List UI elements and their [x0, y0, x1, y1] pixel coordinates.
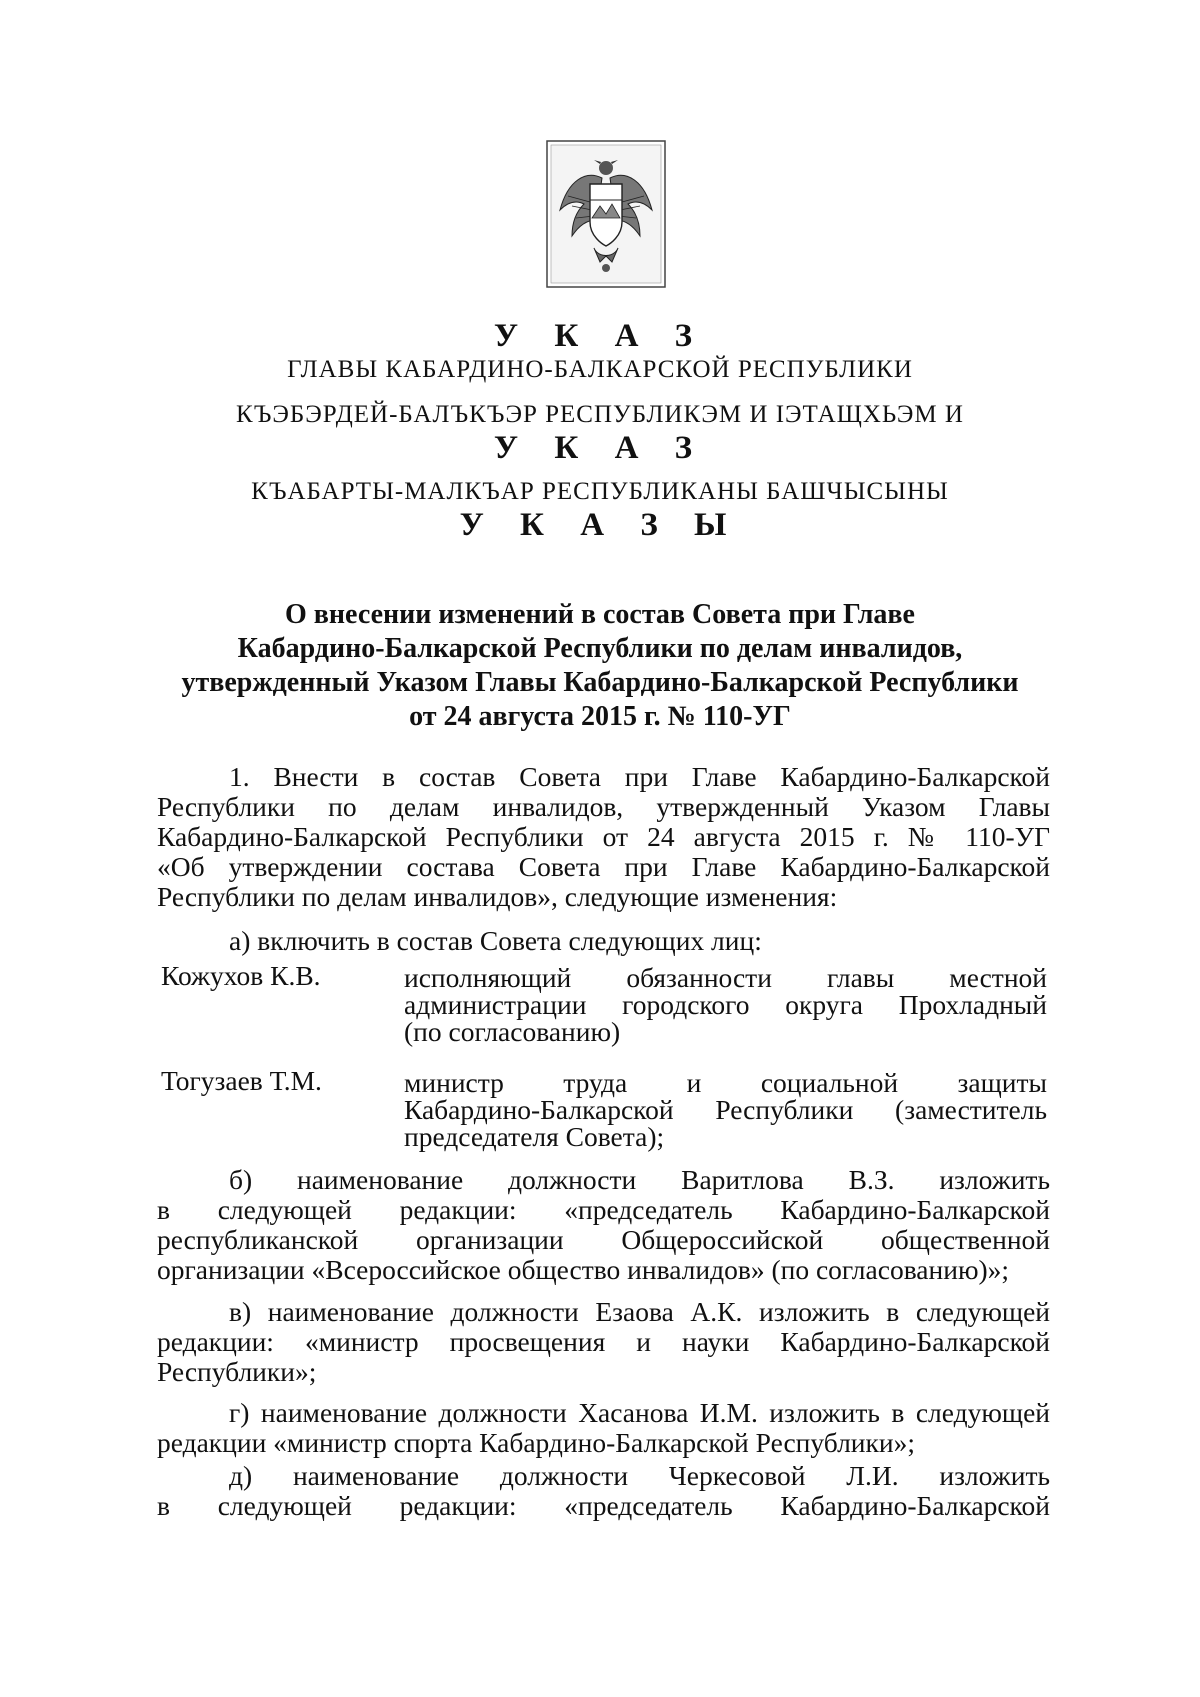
text-line: Кабардино-Балкарской Республики от 24 августа 2015 г. № 110-УГ: [157, 821, 1050, 852]
text-line: редакции «министр спорта Кабардино-Балкарской Республики»;: [157, 1427, 915, 1458]
decree-heading-balkarian: У К А З Ы: [459, 507, 741, 543]
paragraph-a: [157, 926, 1050, 956]
paragraph-d: [157, 1461, 1050, 1521]
person-role: [404, 964, 1047, 1045]
text-line: б) наименование должности Варитлова В.З. изложить: [229, 1164, 1050, 1195]
text-line: «Об утверждении состава Совета при Главе Кабардино-Балкарской: [157, 851, 1050, 882]
issuer-line-kabardian: КЪЭБЭРДЕЙ-БАЛЪКЪЭР РЕСПУБЛИКЭМ И IЭТАЩХЬЭМ И: [236, 401, 964, 428]
text-line: Кабардино-Балкарской Республики (заместитель: [404, 1094, 1047, 1125]
paragraph-b: [157, 1165, 1050, 1285]
text-line: а) включить в состав Совета следующих лиц:: [229, 925, 762, 956]
text-line: Республики»;: [157, 1356, 317, 1387]
text-line: администрации городского округа Прохладный: [404, 989, 1047, 1020]
person-name: Тогузаев Т.М.: [161, 1065, 322, 1096]
paragraph-v: [157, 1297, 1050, 1387]
decree-heading: У К А З: [493, 318, 707, 354]
person-role: [404, 1069, 1047, 1150]
text-line: 1. Внести в состав Совета при Главе Кабардино-Балкарской: [229, 761, 1050, 792]
text-line: в следующей редакции: «председатель Кабардино-Балкарской: [157, 1490, 1050, 1521]
title-line: от 24 августа 2015 г. № 110-УГ: [409, 701, 791, 732]
text-line: министр труда и социальной защиты: [404, 1067, 1047, 1098]
text-line: Республики по делам инвалидов, утвержденный Указом Главы: [157, 791, 1050, 822]
decree-heading-kabardian: У К А З: [493, 430, 707, 466]
text-line: (по согласованию): [404, 1016, 621, 1047]
title-line: О внесении изменений в состав Совета при Главе: [285, 599, 915, 630]
text-line: председателя Совета);: [404, 1121, 665, 1152]
issuer-line-russian: ГЛАВЫ КАБАРДИНО-БАЛКАРСКОЙ РЕСПУБЛИКИ: [287, 356, 913, 383]
text-line: исполняющий обязанности главы местной: [404, 962, 1047, 993]
title-line: Кабардино-Балкарской Республики по делам инвалидов,: [237, 633, 963, 664]
text-line: Республики по делам инвалидов», следующие изменения:: [157, 881, 838, 912]
text-line: г) наименование должности Хасанова И.М. изложить в следующей: [229, 1397, 1050, 1428]
title-line: утвержденный Указом Главы Кабардино-Балкарской Республики: [181, 667, 1019, 698]
paragraph-1: [157, 762, 1050, 912]
text-line: в) наименование должности Езаова А.К. изложить в следующей: [229, 1296, 1050, 1327]
person-name: Кожухов К.В.: [161, 960, 321, 991]
text-line: в следующей редакции: «председатель Кабардино-Балкарской: [157, 1194, 1050, 1225]
text-line: редакции: «министр просвещения и науки Кабардино-Балкарской: [157, 1326, 1050, 1357]
decree-title: [140, 598, 1060, 734]
text-line: организации «Всероссийское общество инвалидов» (по согласованию)»;: [157, 1254, 1010, 1285]
paragraph-g: [157, 1398, 1050, 1458]
coat-of-arms-eagle-icon: [546, 140, 666, 288]
issuer-line-balkarian: КЪАБАРТЫ-МАЛКЪАР РЕСПУБЛИКАНЫ БАШЧЫСЫНЫ: [251, 478, 949, 505]
text-line: д) наименование должности Черкесовой Л.И. изложить: [229, 1460, 1050, 1491]
text-line: республиканской организации Общероссийской общественной: [157, 1224, 1050, 1255]
